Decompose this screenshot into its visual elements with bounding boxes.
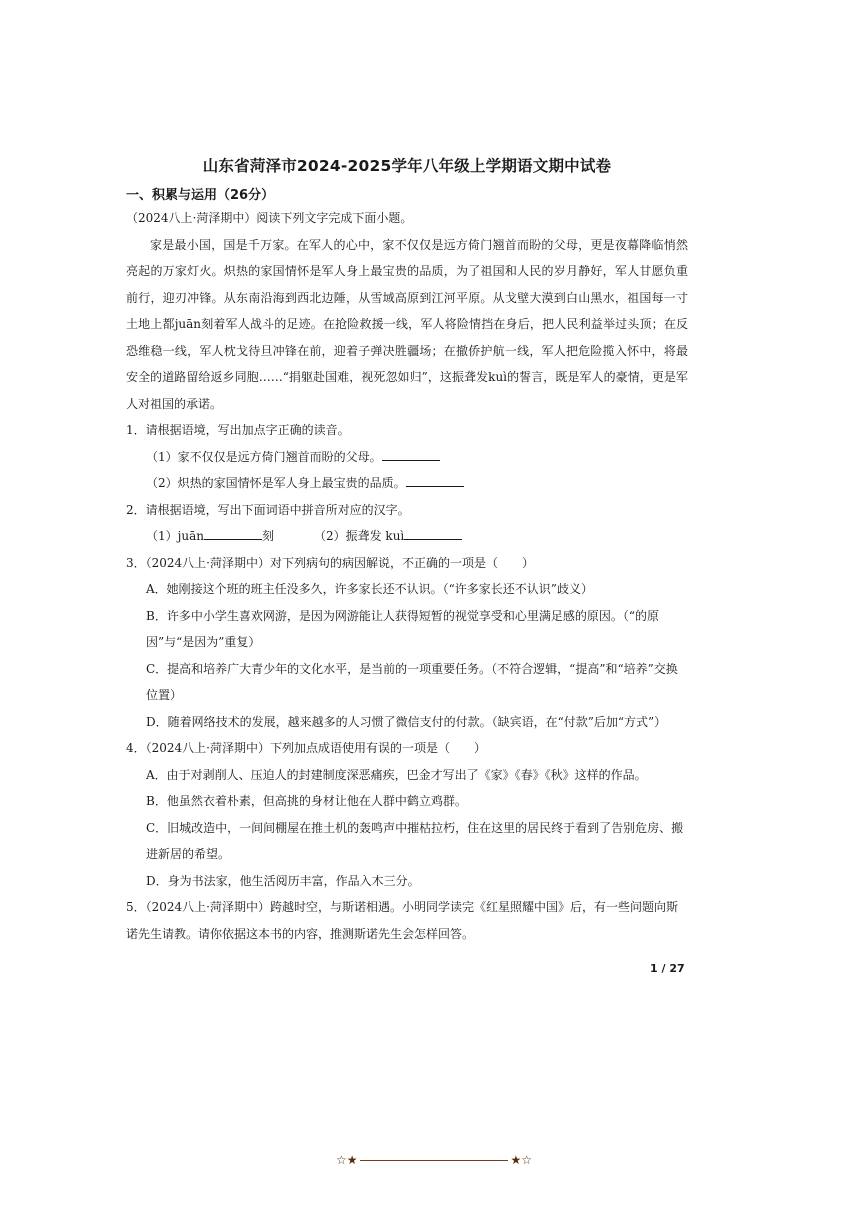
reading-intro: （2024八上·菏泽期中）阅读下列文字完成下面小题。 [126,211,413,225]
page-footer-ornament [336,1152,532,1168]
answer-blank[interactable] [382,448,440,461]
question-3-option-b: B．许多中小学生喜欢网游，是因为网游能让人获得短暂的视觉享受和心里满足感的原因。（“的原因”与“是因为”重复） [146,608,659,649]
question-3-option-c: C．提高和培养广大青少年的文化水平，是当前的一项重要任务。（不符合逻辑，“提高”和“培养”交换位置） [146,661,678,702]
q2-2-text: （2）振聋发 kuì [313,529,405,543]
document-title: 山东省菏泽市2024-2025学年八年级上学期语文期中试卷 [202,157,612,175]
question-3-option-d: D．随着网络技术的发展，越来越多的人习惯了微信支付的付款。（缺宾语，在“付款”后加“方式”） [146,714,667,729]
exam-page [126,150,688,947]
question-1-part-2 [126,470,688,497]
footer-left-stars: ☆★ [336,1153,358,1167]
question-2-parts [126,523,688,550]
q1-2-text: （2）炽热的家国情怀是军人身上最宝贵的品质。 [146,476,406,490]
question-1: 1．请根据语境，写出加点字正确的读音。 [126,423,350,437]
question-4: 4．（2024八上·菏泽期中）下列加点成语使用有误的一项是（ ） [126,741,486,755]
answer-blank[interactable] [406,474,464,487]
question-4-option-c: C．旧城改造中，一间间棚屋在推土机的轰鸣声中摧枯拉朽，住在这里的居民终于看到了告别危房、搬进新居的希望。 [146,820,684,861]
section-heading: 一、积累与运用（26分） [126,188,275,203]
question-5: 5．（2024八上·菏泽期中）跨越时空，与斯诺相遇。小明同学读完《红星照耀中国》后，有一些问题向斯诺先生请教。请你依据这本书的内容，推测斯诺先生会怎样回答。 [126,900,678,941]
page-number: 1 / 27 [650,962,685,975]
q2-1-text: （1）juān [146,529,204,543]
question-3-option-a: A．她刚接这个班的班主任没多久，许多家长还不认识。（“许多家长还不认识”歧义） [146,582,593,596]
answer-blank[interactable] [404,527,462,540]
question-4-option-a: A．由于对剥削人、压迫人的封建制度深恶痛疾，巴金才写出了《家》《春》《秋》这样的作品。 [146,767,647,782]
question-4-option-d: D．身为书法家，他生活阅历丰富，作品入木三分。 [146,873,420,888]
q1-1-text: （1）家不仅仅是远方倚门翘首而盼的父母。 [146,449,382,464]
question-1-part-1 [126,444,688,471]
footer-rule [360,1160,509,1161]
reading-passage: 家是最小国，国是千万家。在军人的心中，家不仅仅是远方倚门翘首而盼的父母，更是夜幕降临悄然亮起的万家灯火。炽热的家国情怀是军人身上最宝贵的品质，为了祖国和人民的岁月静好，军人甘愿负重前行，迎刃冲锋。从东南沿海到西北边陲，从雪域高原到江河平原。从戈壁大漠到白山黑水，祖国每一寸土地上都juān刻着军人战斗的足迹。在抢险救援一线，军人将险情挡在身后，把人民利益举过头顶；在反恐维稳一线，军人枕戈待旦冲锋在前，迎着子弹决胜疆场；在撤侨护航一线，军人把危险揽入怀中，将最安全的道路留给返乡同胞……“捐躯赴国难，视死忽如归”，这振聋发kuì的誓言，既是军人的豪情，更是军人对祖国的承诺。 [126,237,688,411]
question-2: 2．请根据语境，写出下面词语中拼音所对应的汉字。 [126,502,410,517]
question-4-option-b: B．他虽然衣着朴素，但高挑的身材让他在人群中鹤立鸡群。 [146,794,467,808]
q2-1-suffix: 刻 [261,529,274,543]
footer-right-stars: ★☆ [510,1153,532,1167]
answer-blank[interactable] [204,527,262,540]
question-3: 3．（2024八上·菏泽期中）对下列病句的病因解说，不正确的一项是（ ） [126,555,534,570]
